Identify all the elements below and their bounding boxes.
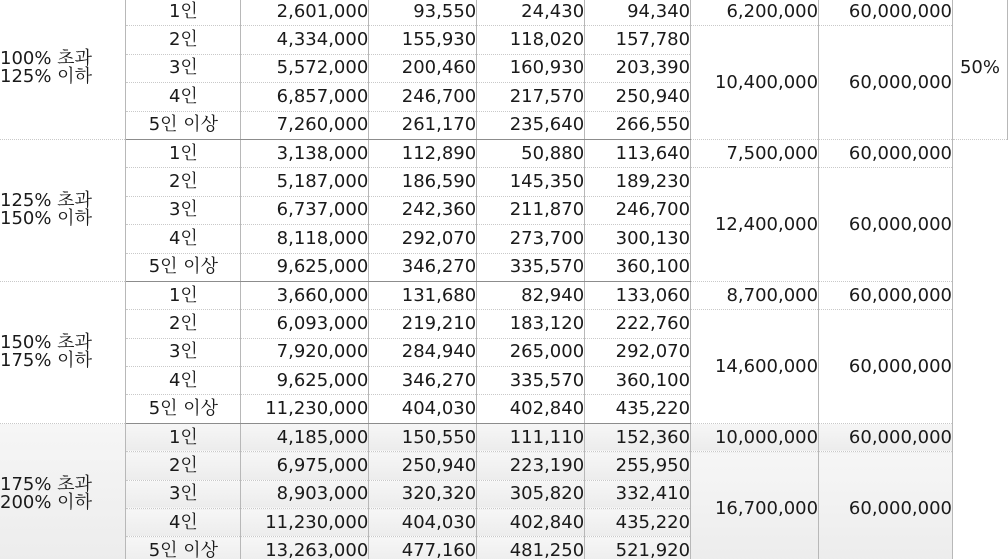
multi-limit: 10,400,000 [691,26,819,140]
amount-cell: 481,250 [477,537,585,559]
amount-cell: 300,130 [585,225,691,253]
amount-cell: 203,390 [585,54,691,82]
amount-cell: 235,640 [477,111,585,139]
amount-cell: 94,340 [585,0,691,26]
amount-cell: 477,160 [369,537,477,559]
table-row [0,452,1008,480]
amount-cell: 346,270 [369,367,477,395]
household-size: 2인 [126,168,241,196]
single-cap: 60,000,000 [819,139,953,167]
amount-cell: 82,940 [477,281,585,309]
household-size: 4인 [126,367,241,395]
amount-cell: 360,100 [585,253,691,281]
amount-cell: 6,975,000 [241,452,369,480]
amount-cell: 335,570 [477,253,585,281]
amount-cell: 273,700 [477,225,585,253]
amount-cell: 246,700 [369,83,477,111]
amount-cell: 118,020 [477,26,585,54]
multi-limit: 14,600,000 [691,310,819,424]
support-rate: 50% [952,0,1007,139]
amount-cell: 242,360 [369,196,477,224]
amount-cell: 305,820 [477,480,585,508]
range-upper: 125% 이하 [0,66,92,88]
amount-cell: 402,840 [477,395,585,423]
amount-cell: 145,350 [477,168,585,196]
amount-cell: 150,550 [369,423,477,451]
single-cap: 60,000,000 [819,0,953,26]
amount-cell: 131,680 [369,281,477,309]
amount-cell: 6,093,000 [241,310,369,338]
multi-limit: 16,700,000 [691,452,819,559]
amount-cell: 2,601,000 [241,0,369,26]
amount-cell: 9,625,000 [241,367,369,395]
amount-cell: 183,120 [477,310,585,338]
multi-limit: 12,400,000 [691,168,819,282]
amount-cell: 93,550 [369,0,477,26]
amount-cell: 160,930 [477,54,585,82]
household-size: 1인 [126,423,241,451]
multi-cap: 60,000,000 [819,310,953,424]
amount-cell: 250,940 [369,452,477,480]
range-lower: 125% 초과 [0,190,92,212]
amount-cell: 11,230,000 [241,509,369,537]
household-size: 1인 [126,281,241,309]
household-size: 2인 [126,452,241,480]
household-size: 4인 [126,83,241,111]
amount-cell: 404,030 [369,509,477,537]
amount-cell: 360,100 [585,367,691,395]
amount-cell: 265,000 [477,338,585,366]
range-lower: 175% 초과 [0,474,92,496]
amount-cell: 7,920,000 [241,338,369,366]
amount-cell: 6,737,000 [241,196,369,224]
income-range-label [0,0,126,139]
amount-cell: 292,070 [369,225,477,253]
amount-cell: 112,890 [369,139,477,167]
table-row [0,26,1008,54]
household-size: 5인 이상 [126,253,241,281]
amount-cell: 402,840 [477,509,585,537]
household-size: 2인 [126,26,241,54]
amount-cell: 284,940 [369,338,477,366]
single-limit: 10,000,000 [691,423,819,451]
range-upper: 200% 이하 [0,492,92,514]
single-limit: 7,500,000 [691,139,819,167]
amount-cell: 133,060 [585,281,691,309]
amount-cell: 8,903,000 [241,480,369,508]
amount-cell: 3,138,000 [241,139,369,167]
range-upper: 175% 이하 [0,350,92,372]
amount-cell: 217,570 [477,83,585,111]
amount-cell: 435,220 [585,395,691,423]
household-size: 1인 [126,0,241,26]
amount-cell: 255,950 [585,452,691,480]
amount-cell: 404,030 [369,395,477,423]
range-lower: 150% 초과 [0,332,92,354]
multi-cap: 60,000,000 [819,168,953,282]
household-size: 2인 [126,310,241,338]
income-range-label [0,139,126,281]
income-range-label [0,423,126,559]
amount-cell: 113,640 [585,139,691,167]
amount-cell: 3,660,000 [241,281,369,309]
household-size: 5인 이상 [126,111,241,139]
amount-cell: 9,625,000 [241,253,369,281]
table-row [0,423,1008,451]
amount-cell: 5,187,000 [241,168,369,196]
amount-cell: 246,700 [585,196,691,224]
amount-cell: 155,930 [369,26,477,54]
amount-cell: 50,880 [477,139,585,167]
amount-cell: 521,920 [585,537,691,559]
amount-cell: 6,857,000 [241,83,369,111]
household-size: 4인 [126,225,241,253]
single-limit: 8,700,000 [691,281,819,309]
amount-cell: 24,430 [477,0,585,26]
amount-cell: 320,320 [369,480,477,508]
amount-cell: 266,550 [585,111,691,139]
amount-cell: 261,170 [369,111,477,139]
table-row [0,168,1008,196]
household-size: 1인 [126,139,241,167]
amount-cell: 189,230 [585,168,691,196]
amount-cell: 111,110 [477,423,585,451]
household-size: 5인 이상 [126,395,241,423]
household-size: 3인 [126,196,241,224]
household-size: 3인 [126,338,241,366]
table-row [0,139,1008,167]
amount-cell: 335,570 [477,367,585,395]
amount-cell: 7,260,000 [241,111,369,139]
table-row [0,281,1008,309]
amount-cell: 435,220 [585,509,691,537]
amount-cell: 4,185,000 [241,423,369,451]
amount-cell: 152,360 [585,423,691,451]
amount-cell: 223,190 [477,452,585,480]
amount-cell: 5,572,000 [241,54,369,82]
single-limit: 6,200,000 [691,0,819,26]
amount-cell: 157,780 [585,26,691,54]
amount-cell: 11,230,000 [241,395,369,423]
amount-cell: 219,210 [369,310,477,338]
amount-cell: 332,410 [585,480,691,508]
amount-cell: 13,263,000 [241,537,369,559]
household-size: 3인 [126,480,241,508]
single-cap: 60,000,000 [819,281,953,309]
amount-cell: 8,118,000 [241,225,369,253]
amount-cell: 200,460 [369,54,477,82]
range-upper: 150% 이하 [0,208,92,230]
amount-cell: 186,590 [369,168,477,196]
amount-cell: 346,270 [369,253,477,281]
amount-cell: 250,940 [585,83,691,111]
multi-cap: 60,000,000 [819,26,953,140]
multi-cap: 60,000,000 [819,452,953,559]
amount-cell: 292,070 [585,338,691,366]
household-size: 3인 [126,54,241,82]
range-lower: 100% 초과 [0,48,92,70]
amount-cell: 4,334,000 [241,26,369,54]
household-size: 5인 이상 [126,537,241,559]
amount-cell: 211,870 [477,196,585,224]
household-size: 4인 [126,509,241,537]
income-range-label [0,281,126,423]
table-row [0,0,1008,26]
table-row [0,310,1008,338]
amount-cell: 222,760 [585,310,691,338]
single-cap: 60,000,000 [819,423,953,451]
